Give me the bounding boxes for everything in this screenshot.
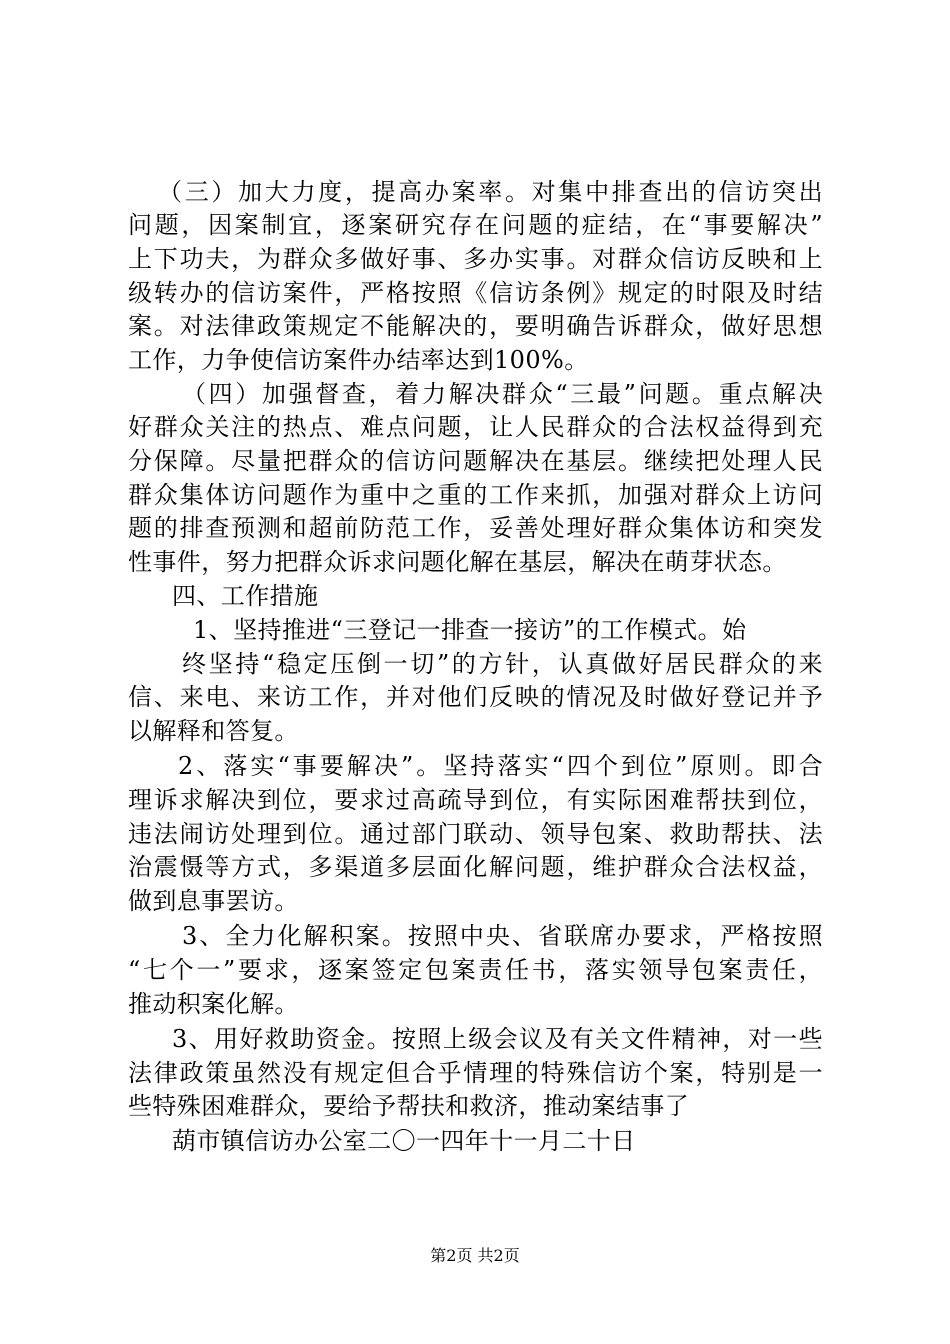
text-line: 做到息事罢访。 <box>128 887 299 915</box>
text-line: 性事件，努力把群众诉求问题化解在基层，解决在萌芽状态。 <box>128 548 787 576</box>
text-line: 违法闹访处理到位。通过部门联动、领导包案、救助帮扶、法 <box>128 820 823 848</box>
text-line: 问题，因案制宜，逐案研究存在问题的症结，在“事要解决” <box>128 211 823 239</box>
text-line: 题的排查预测和超前防范工作，妥善处理好群众集体访和突发 <box>128 514 823 542</box>
text-line: 级转办的信访案件，严格按照《信访条例》规定的时限及时结 <box>128 279 823 307</box>
text-line: 1、坚持推进“三登记一排查一接访”的工作模式。始 <box>193 616 747 644</box>
text-line: 上下功夫，为群众多做好事、多办实事。对群众信访反映和上 <box>128 245 823 273</box>
text-line: 终坚持“稳定压倒一切”的方针，认真做好居民群众的来 <box>182 650 823 678</box>
text-line: “七个一”要求，逐案签定包案责任书，落实领导包案责任， <box>128 956 823 984</box>
text-line: 3、用好救助资金。按照上级会议及有关文件精神，对一些 <box>172 1025 823 1053</box>
text-line: 推动积案化解。 <box>128 990 299 1018</box>
text-line: 分保障。尽量把群众的信访问题解决在基层。继续把处理人民 <box>128 447 823 475</box>
text-line: 治震慑等方式，多渠道多层面化解问题，维护群众合法权益， <box>128 853 823 881</box>
section-heading: 四、工作措施 <box>172 582 319 610</box>
text-line: 3、全力化解积案。按照中央、省联席办要求，严格按照 <box>182 922 823 950</box>
text-line: 案。对法律政策规定不能解决的，要明确告诉群众，做好思想 <box>128 312 823 340</box>
text-line: （四）加强督查，着力解决群众“三最”问题。重点解决 <box>182 380 823 408</box>
signature-date-line: 葫市镇信访办公室二〇一四年十一月二十日 <box>172 1127 636 1155</box>
text-line: 以解释和答复。 <box>128 717 299 745</box>
text-line: 法律政策虽然没有规定但合乎情理的特殊信访个案，特别是一 <box>128 1059 823 1087</box>
text-line: 工作，力争使信访案件办结率达到100%。 <box>128 346 589 374</box>
text-line: 理诉求解决到位，要求过高疏导到位，有实际困难帮扶到位， <box>128 786 823 814</box>
text-line: 群众集体访问题作为重中之重的工作来抓，加强对群众上访问 <box>128 481 823 509</box>
text-line: （三）加大力度，提高办案率。对集中排查出的信访突出 <box>158 178 823 206</box>
text-line: 信、来电、来访工作，并对他们反映的情况及时做好登记并予 <box>128 683 823 711</box>
text-line: 些特殊困难群众，要给予帮扶和救济，推动案结事了 <box>128 1092 690 1120</box>
text-line: 好群众关注的热点、难点问题，让人民群众的合法权益得到充 <box>128 413 823 441</box>
page-footer: 第2页 共2页 <box>430 1246 520 1265</box>
text-line: 2、落实“事要解决”。坚持落实“四个到位”原则。即合 <box>178 752 823 780</box>
